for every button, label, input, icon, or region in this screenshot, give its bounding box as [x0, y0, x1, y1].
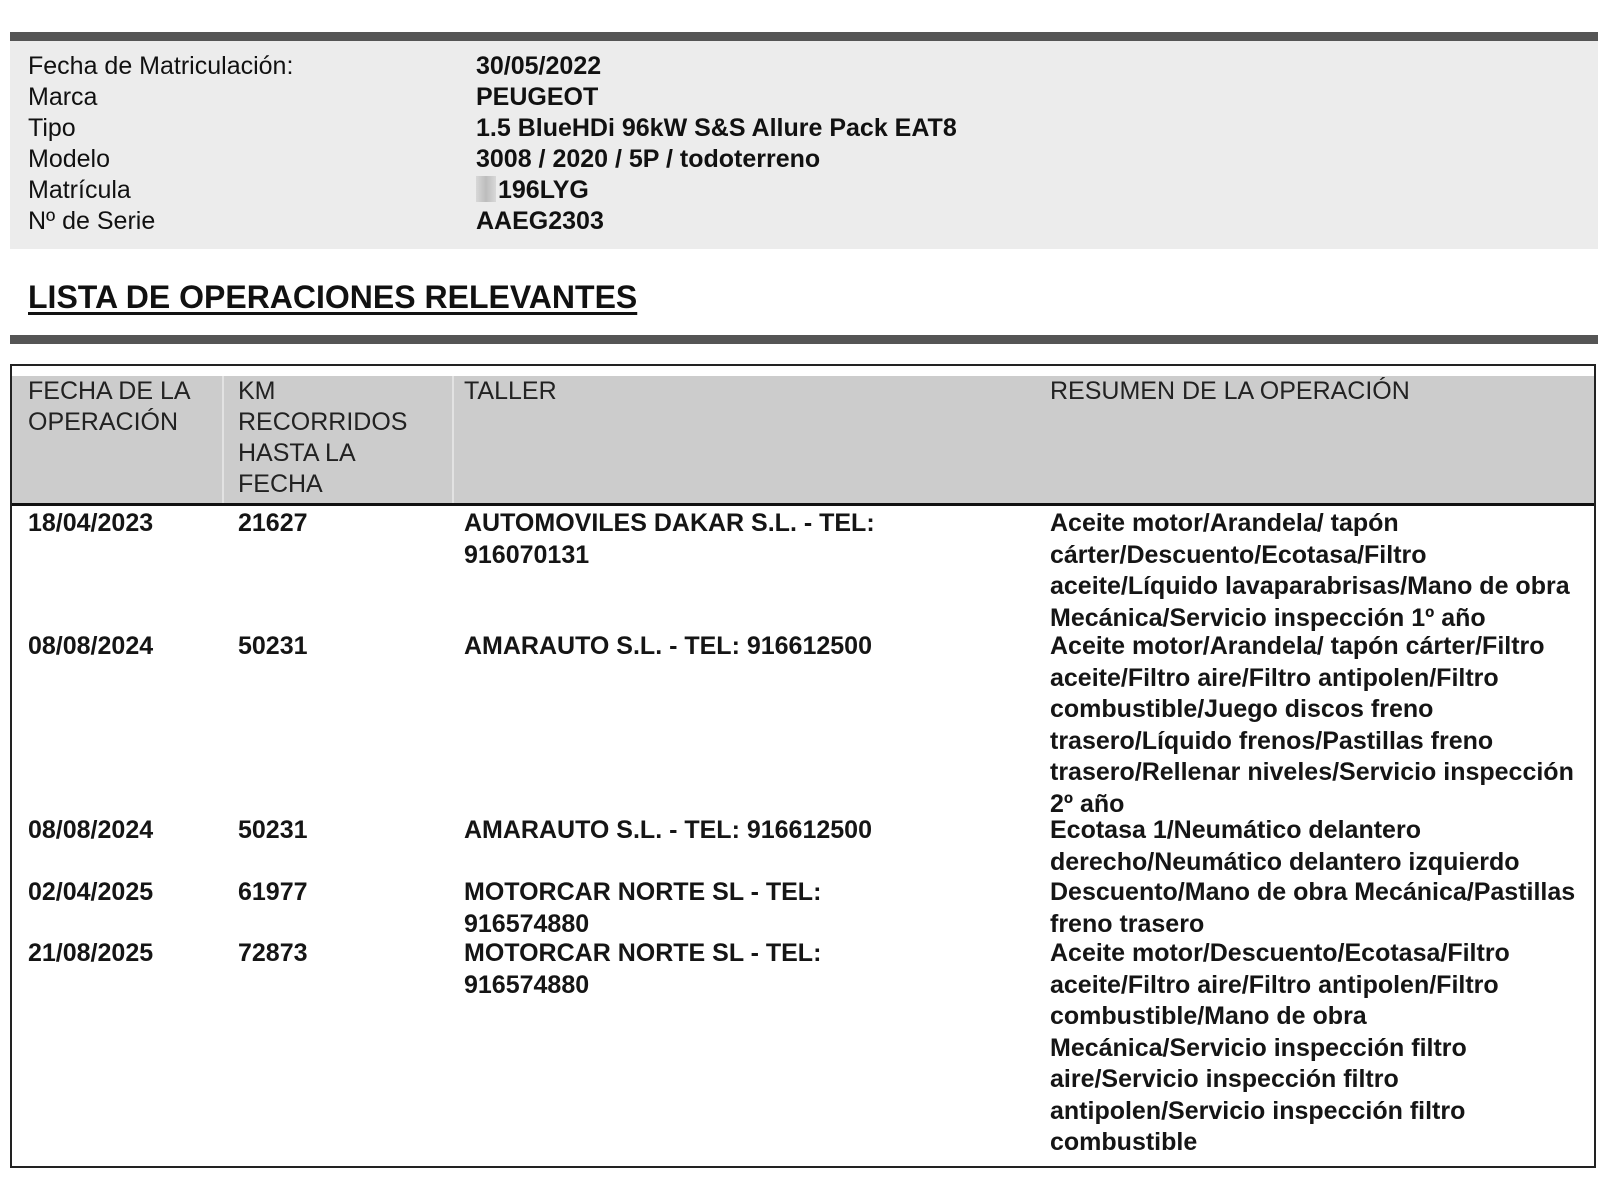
cell-date: 08/08/2024: [28, 632, 154, 660]
cell-km: 72873: [238, 939, 308, 967]
plate-value-wrapper: [476, 175, 589, 206]
plate-value: 196LYG: [498, 176, 589, 204]
cell-summary: Ecotasa 1/Neumático delantero derecho/Neumático delantero izquierdo: [1050, 816, 1520, 876]
redaction-blur: [476, 176, 496, 202]
registration-date-label: Fecha de Matriculación:: [28, 52, 294, 80]
cell-date: 08/08/2024: [28, 816, 154, 844]
cell-workshop: MOTORCAR NORTE SL - TEL: 916574880: [464, 939, 822, 999]
cell-summary: Aceite motor/Arandela/ tapón cárter/Descuento/Ecotasa/Filtro aceite/Líquido lavaparabrisas/Mano de obra Mecánica/Servicio inspección 1º año: [1050, 509, 1570, 632]
model-value: 3008 / 2020 / 5P / todoterreno: [476, 145, 821, 173]
table-header: [12, 376, 1594, 506]
cell-km: 61977: [238, 878, 308, 906]
column-header-summary: RESUMEN DE LA OPERACIÓN: [1050, 377, 1410, 405]
column-header-date: FECHA DE LA OPERACIÓN: [28, 377, 191, 436]
serial-value: AAEG2303: [476, 207, 604, 235]
model-label: Modelo: [28, 145, 110, 173]
cell-workshop: AMARAUTO S.L. - TEL: 916612500: [464, 632, 872, 660]
header-separator: [222, 376, 224, 503]
type-label: Tipo: [28, 114, 76, 142]
cell-date: 21/08/2025: [28, 939, 154, 967]
section-title: LISTA DE OPERACIONES RELEVANTES: [28, 279, 638, 315]
cell-km: 50231: [238, 632, 308, 660]
top-divider: [10, 32, 1598, 41]
cell-summary: Descuento/Mano de obra Mecánica/Pastillas freno trasero: [1050, 878, 1576, 938]
header-separator: [452, 376, 454, 503]
section-divider: [10, 335, 1598, 344]
type-value: 1.5 BlueHDi 96kW S&S Allure Pack EAT8: [476, 114, 957, 142]
cell-summary: Aceite motor/Descuento/Ecotasa/Filtro aceite/Filtro aire/Filtro antipolen/Filtro combustible/Mano de obra Mecánica/Servicio inspección filtro aire/Servicio inspección filtro antipolen/Servicio inspección filtro combustible: [1050, 939, 1510, 1156]
plate-label: Matrícula: [28, 176, 131, 204]
cell-workshop: AMARAUTO S.L. - TEL: 916612500: [464, 816, 872, 844]
registration-date-value: 30/05/2022: [476, 52, 602, 80]
cell-km: 21627: [238, 509, 308, 537]
cell-workshop: MOTORCAR NORTE SL - TEL: 916574880: [464, 878, 822, 938]
cell-workshop: AUTOMOVILES DAKAR S.L. - TEL: 916070131: [464, 509, 875, 569]
column-header-workshop: TALLER: [464, 377, 557, 405]
cell-date: 18/04/2023: [28, 509, 154, 537]
serial-label: Nº de Serie: [28, 207, 156, 235]
column-header-km: KM RECORRIDOS HASTA LA FECHA: [238, 377, 408, 498]
cell-date: 02/04/2025: [28, 878, 154, 906]
operations-table: [10, 364, 1596, 1168]
vehicle-info-panel: [10, 41, 1598, 249]
brand-label: Marca: [28, 83, 98, 111]
cell-summary: Aceite motor/Arandela/ tapón cárter/Filtro aceite/Filtro aire/Filtro antipolen/Filtro combustible/Juego discos freno trasero/Líquido frenos/Pastillas freno trasero/Rellenar niveles/Servicio inspección 2º año: [1050, 632, 1574, 818]
brand-value: PEUGEOT: [476, 83, 599, 111]
cell-km: 50231: [238, 816, 308, 844]
